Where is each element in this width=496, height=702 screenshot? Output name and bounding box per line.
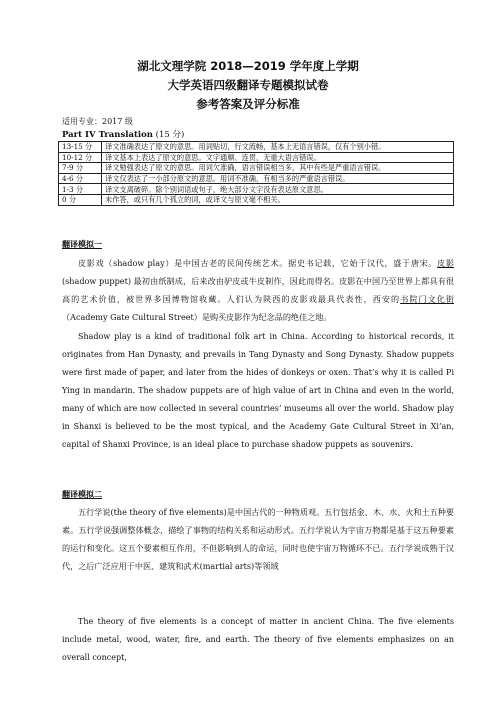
section-heading-1: 翻译模拟一: [62, 240, 102, 249]
exam-title: 大学英语四级翻译专题模拟试卷: [167, 78, 329, 92]
section-heading-2: 翻译模拟二: [62, 490, 102, 499]
description-cell: 译文勉强表达了原文的意思。用词欠准确，语言错误相当多，其中有些是严重语言错误。: [102, 163, 454, 174]
score-cell: 13-15 分: [59, 142, 102, 153]
score-cell: 0 分: [59, 194, 102, 205]
chinese-passage-1: [62, 254, 454, 326]
description-cell: 译文仅表达了一小部分原文的意思。用词不准确，有相当多的严重语言错误。: [102, 173, 454, 184]
description-cell: 未作答，或只有几个孤立的词，或译文与原文毫不相关。: [102, 194, 454, 205]
part-heading: [62, 130, 184, 141]
score-cell: 4-6 分: [59, 173, 102, 184]
table-row: [59, 163, 454, 174]
part-label: Part IV Translation: [62, 130, 153, 140]
underlined-term: 皮影: [437, 258, 454, 268]
description-cell: 译文准确表达了原文的意思。用词贴切，行文流畅，基本上无语言错误，仅有个别小错。: [102, 142, 454, 153]
underlined-term: 书院门文化街: [400, 294, 454, 304]
passage-text: (shadow puppet) 最初由纸制成，后来改由驴皮或牛皮制作，因此而得名。皮影在中国乃至世界上都具有很高的艺术价值，被世界多国博物馆收藏。人们认为陕西的皮影戏最具代表性，西安的: [62, 276, 454, 304]
part-points: (15 分): [152, 130, 185, 140]
score-cell: 7-9 分: [59, 163, 102, 174]
table-row: [59, 142, 454, 153]
english-translation-2: The theory of five elements is a concept of matter in ancient China. The five elements include metal, wood, water, fire, and earth. The theory of five elements emphasizes on an overall concept,: [62, 617, 454, 662]
description-cell: 译文基本上表达了原文的意思。文字通顺、连贯，无重大语言错误。: [102, 152, 454, 163]
score-cell: 10-12 分: [59, 152, 102, 163]
scoring-rubric-table: [58, 141, 454, 206]
table-row: [59, 173, 454, 184]
description-cell: 译文支离破碎。除个别词语或句子，绝大部分文字没有表达原文意思。: [102, 184, 454, 195]
answer-key-title: 参考答案及评分标准: [196, 97, 300, 111]
passage-text: （Academy Gate Cultural Street）是购买皮影作为纪念品的绝佳之地。: [62, 312, 332, 322]
table-row: [59, 184, 454, 195]
chinese-passage-2: 五行学说(the theory of five elements)是中国古代的一种物质观。五行包括金、木、水、火和土五种要素。五行学说强调整体概念，描绘了事物的结构关系和运动形式。五行学说认为宇宙万物都是基于这五种要素的运行和变化。这五个要素相互作用，不但影响到人的命运，同时也使宇宙万物循环不已。五行学说成熟于汉代，之后广泛应用于中医、建筑和武术(martial arts)等领域: [62, 507, 454, 571]
english-translation-1: Shadow play is a kind of traditional folk art in China. According to historical records, it originates from Han Dynasty, and prevails in Tang Dynasty and Song Dynasty. Shadow puppets were first made of paper, and later from the hides of donkeys or oxen. That’s why it is called Pi Ying in mandarin. The shadow puppets are of high value of art in China and even in the world, many of which are now collected in several countries’ museums all over the world. Shadow play in Shanxi is believed to be the most typical, and the Academy Gate Cultural Street in Xi’an, capital of Shanxi Province, is an ideal place to purchase shadow puppets as souvenirs.: [62, 332, 454, 449]
document-title: 湖北文理学院 2018—2019 学年度上学期: [137, 59, 359, 73]
passage-text: 皮影戏（shadow play）是中国古老的民间传统艺术。据史书记载，它始于汉代，盛于唐宋。: [78, 258, 438, 268]
table-row: [59, 194, 454, 205]
applicable-major: 适用专业：2017 级: [62, 117, 133, 126]
table-row: [59, 152, 454, 163]
score-cell: 1-3 分: [59, 184, 102, 195]
